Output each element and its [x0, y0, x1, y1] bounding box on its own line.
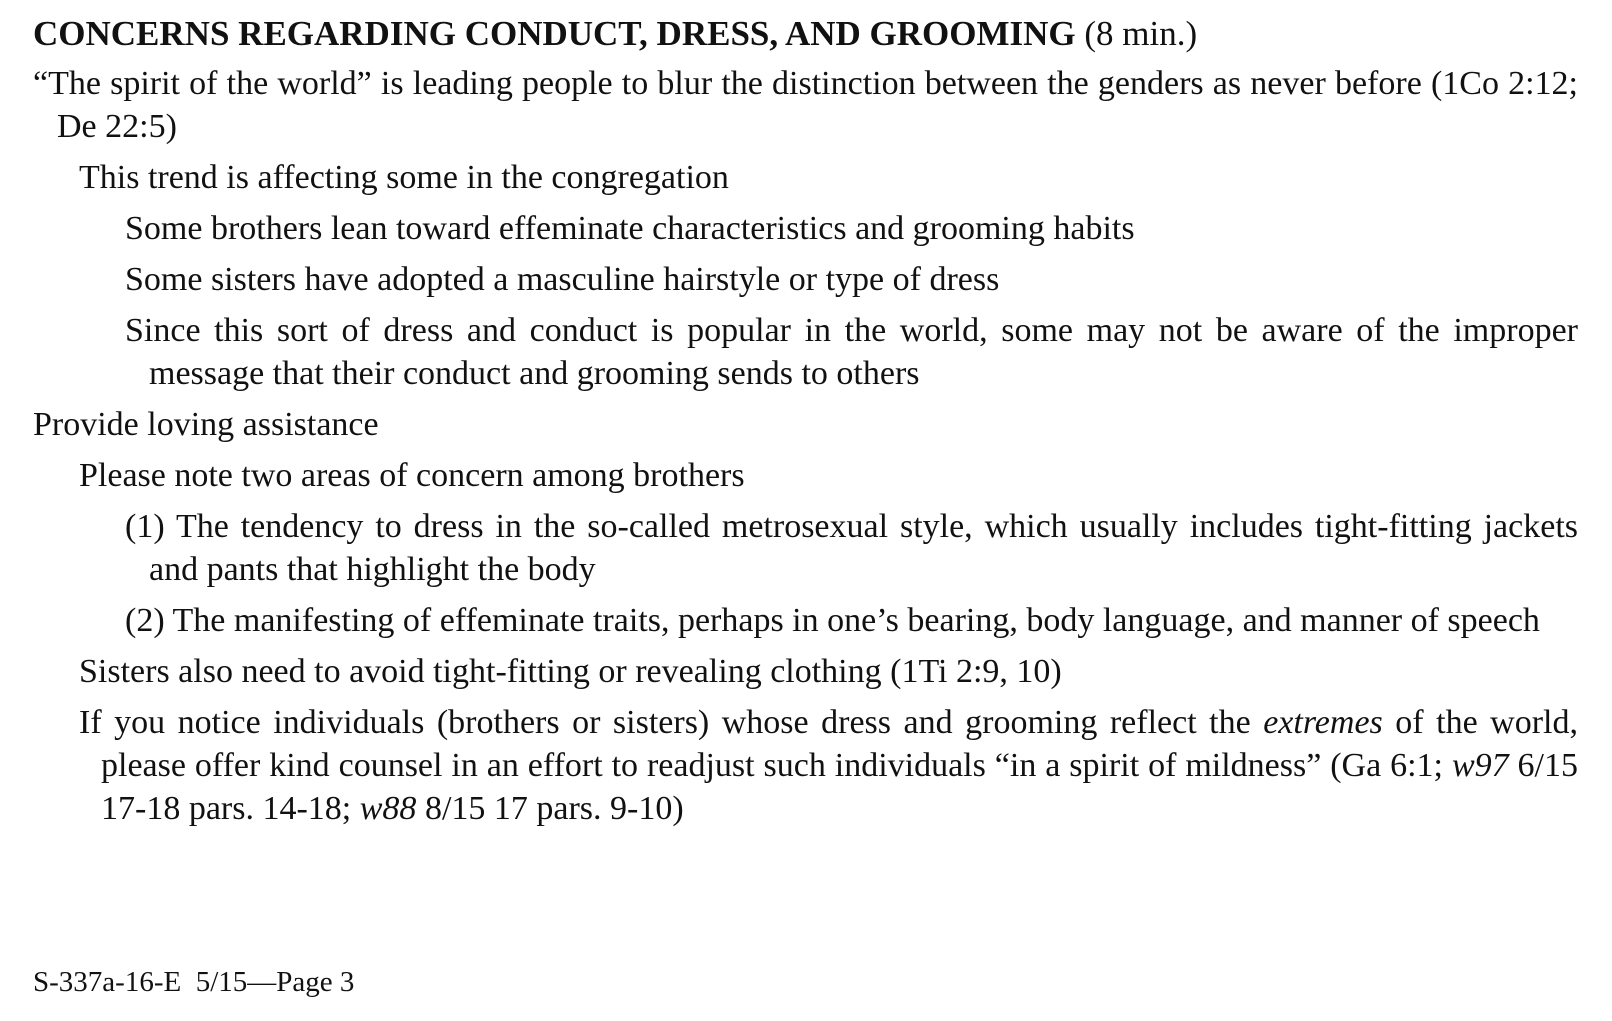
outline-text: 8/15 17 pars. 9-10) [416, 790, 684, 827]
outline-item-level-0 [33, 403, 1578, 446]
footer-code: S-337a-16-E [33, 966, 182, 998]
italic-text: extremes [1263, 704, 1383, 741]
outline-text: of the world, please offer kind counsel in an effort to readjust such individuals “in a spirit of mildness” (Ga 6:1; [101, 704, 1578, 784]
outline-page [33, 10, 1578, 838]
section-heading [33, 10, 1578, 58]
outline-text: This trend is affecting some in the congregation [79, 159, 729, 196]
outline-text: 6/15 17-18 pars. 14-18; [101, 747, 1578, 827]
outline-text: Since this sort of dress and conduct is popular in the world, some may not be aware of the improper message that their conduct and grooming sends to others [125, 312, 1578, 392]
outline-text: (1) The tendency to dress in the so-called metrosexual style, which usually includes tight-fitting jackets and pants that highlight the body [125, 508, 1578, 588]
footer-date-page: 5/15—Page 3 [195, 966, 355, 998]
outline-item-level-1 [79, 701, 1578, 830]
outline-item-level-2 [125, 309, 1578, 395]
italic-text: w97 [1451, 747, 1509, 784]
section-duration: (8 min.) [1075, 14, 1198, 53]
section-title: CONCERNS REGARDING CONDUCT, DRESS, AND GROOMING [33, 14, 1076, 53]
page-footer [33, 965, 354, 999]
outline-text: “The spirit of the world” is leading people to blur the distinction between the genders as never before (1Co 2:12; De 22:5) [33, 65, 1578, 145]
outline-body [33, 62, 1578, 830]
outline-item-level-1 [79, 454, 1578, 497]
outline-item-level-2 [125, 207, 1578, 250]
outline-text: Provide loving assistance [33, 406, 379, 443]
outline-item-level-1 [79, 650, 1578, 693]
outline-text: Sisters also need to avoid tight-fitting or revealing clothing (1Ti 2:9, 10) [79, 653, 1062, 690]
outline-item-level-2 [125, 258, 1578, 301]
outline-text: Please note two areas of concern among brothers [79, 457, 745, 494]
outline-text: (2) The manifesting of effeminate traits, perhaps in one’s bearing, body language, and manner of speech [125, 602, 1540, 639]
outline-item-level-1 [79, 156, 1578, 199]
outline-item-level-0 [33, 62, 1578, 148]
outline-item-level-2 [125, 505, 1578, 591]
outline-text: If you notice individuals (brothers or sisters) whose dress and grooming reflect the [79, 704, 1264, 741]
outline-text: Some brothers lean toward effeminate characteristics and grooming habits [125, 210, 1135, 247]
outline-item-level-2 [125, 599, 1578, 642]
outline-text: Some sisters have adopted a masculine hairstyle or type of dress [125, 261, 1000, 298]
italic-text: w88 [359, 790, 417, 827]
